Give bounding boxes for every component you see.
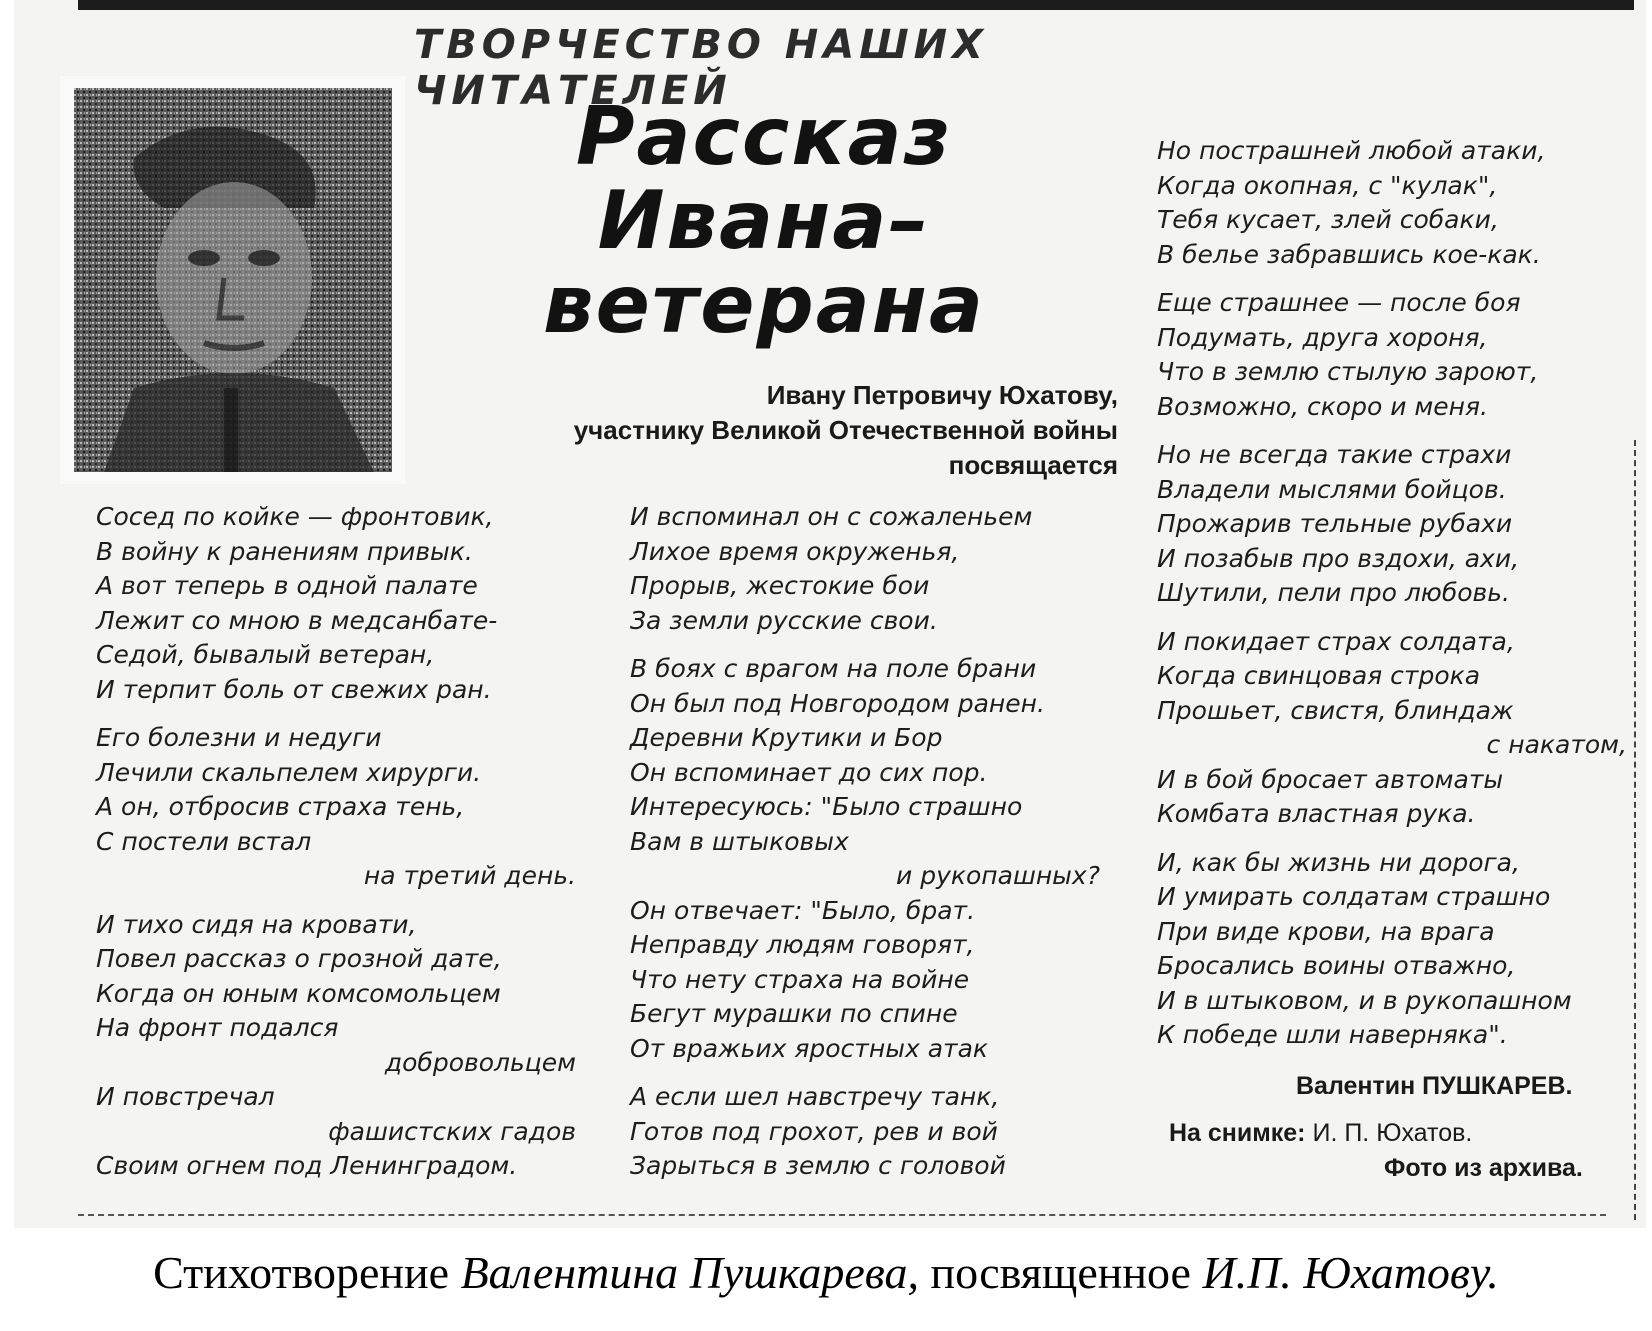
poem-line: Шутили, пели про любовь. — [1157, 578, 1510, 607]
stanza — [96, 721, 576, 894]
dedication-line: посвящается — [948, 450, 1118, 480]
stanza — [1157, 846, 1627, 1053]
poem-line: Бросались воины отважно, — [1157, 951, 1516, 980]
poem-line: В белье забравшись кое-как. — [1157, 239, 1541, 269]
poem-line: При виде крови, на врага — [1157, 916, 1495, 946]
poem-line: Седой, бывалый ветеран, — [96, 640, 435, 669]
poem-column-3 — [1157, 134, 1627, 1067]
author-signature: Валентин ПУШКАРЕВ. — [1296, 1072, 1573, 1100]
stanza — [96, 908, 576, 1184]
poem-line: Но не всегда такие страхи — [1157, 440, 1512, 469]
stanza — [1157, 438, 1627, 611]
poem-line: Лечили скальпелем хирурги. — [96, 757, 482, 787]
poem-line: А он, отбросив страха тень, — [96, 792, 465, 821]
poem-line: Тебя кусает, злей собаки, — [1157, 205, 1499, 234]
poem-line: На фронт подался — [96, 1013, 339, 1042]
photo-caption — [1169, 1119, 1472, 1148]
poem-line: Бегут мурашки по спине — [630, 999, 958, 1028]
stanza — [630, 652, 1100, 1066]
poem-line: Владели мыслями бойцов. — [1157, 474, 1507, 504]
portrait-image — [74, 88, 392, 472]
poem-line: Готов под грохот, рев и вой — [630, 1116, 998, 1146]
stanza — [1157, 286, 1627, 424]
poem-line: Он отвечает: "Было, брат. — [630, 895, 976, 925]
poem-line: И, как бы жизнь ни дорога, — [1157, 847, 1520, 877]
poem-line: Когда он юным комсомольцем — [96, 978, 501, 1008]
caption-author: Валентина Пушкарева, — [460, 1247, 919, 1298]
rubric-heading: ТВОРЧЕСТВО НАШИХ ЧИТАТЕЛЕЙ — [414, 22, 988, 114]
poem-line: Деревни Крутики и Бор — [630, 723, 943, 752]
veteran-photo — [60, 76, 405, 484]
poem-line: И вспоминал он с сожаленьем — [630, 502, 1033, 531]
photo-caption-value: И. П. Юхатов. — [1312, 1119, 1473, 1147]
poem-line: Он вспоминает до сих пор. — [630, 757, 988, 787]
poem-line: Вам в штыковых — [630, 826, 849, 856]
caption-part2: посвященное — [918, 1247, 1203, 1298]
poem-line: В войну к ранениям привык. — [96, 536, 473, 566]
poem-line: А если шел навстречу танк, — [630, 1082, 1000, 1111]
poem-line: Прожарив тельные рубахи — [1157, 509, 1513, 538]
poem-line: Еще страшнее — после боя — [1157, 288, 1521, 317]
poem-line: Зарыться в землю с головой — [630, 1151, 1006, 1180]
stanza — [96, 500, 576, 707]
poem-title — [484, 90, 1044, 351]
poem-line: Своим огнем под Ленинградом. — [96, 1151, 518, 1180]
image-caption — [0, 1246, 1652, 1299]
poem-line: И позабыв про вздохи, ахи, — [1157, 543, 1520, 573]
poem-line: За земли русские свои. — [630, 605, 938, 635]
poem-line: Лежит со мною в медсанбате- — [96, 605, 498, 635]
poem-line: и рукопашных? — [896, 861, 1100, 890]
poem-line: И умирать солдатам страшно — [1157, 882, 1551, 911]
poem-line: Комбата властная рука. — [1157, 799, 1476, 828]
poem-line: Неправду людям говорят, — [630, 930, 975, 959]
photo-caption-label: На снимке: — [1169, 1119, 1306, 1147]
poem-line: Возможно, скоро и меня. — [1157, 391, 1488, 421]
poem-line: Повел рассказ о грозной дате, — [96, 944, 502, 973]
poem-line: Что нету страха на войне — [630, 964, 970, 994]
dedication-line: Ивану Петровичу Юхатову, — [766, 380, 1118, 410]
poem-line: В боях с врагом на поле брани — [630, 654, 1037, 683]
poem-line: добровольцем — [384, 1047, 576, 1077]
poem-column-2 — [630, 500, 1100, 1198]
poem-line: От вражьих яростных атак — [630, 1033, 988, 1063]
poem-line: Что в землю стылую зароют, — [1157, 357, 1539, 386]
stanza — [630, 500, 1100, 638]
stanza — [630, 1080, 1100, 1184]
poem-line: С постели встал — [96, 826, 312, 856]
poem-line: И тихо сидя на кровати, — [96, 909, 417, 939]
bottom-rule — [78, 1214, 1606, 1216]
poem-line: Когда окопная, с "кулак", — [1157, 170, 1498, 200]
dedication — [394, 378, 1118, 483]
dedication-line: участнику Великой Отечественной войны — [573, 415, 1118, 445]
title-line: Ивана– — [597, 174, 931, 267]
poem-line: И терпит боль от свежих ран. — [96, 674, 492, 704]
poem-line: И покидает страх солдата, — [1157, 626, 1515, 656]
caption-part1: Стихотворение — [153, 1247, 461, 1298]
poem-column-1 — [96, 500, 576, 1198]
poem-line: Лихое время окруженья, — [630, 536, 960, 566]
poem-line: Интересуюсь: "Было страшно — [630, 792, 1023, 821]
poem-line: К победе шли наверняка". — [1157, 1020, 1508, 1049]
caption-subject: И.П. Юхатову. — [1202, 1247, 1499, 1298]
poem-line: на третий день. — [363, 861, 576, 890]
poem-line: Но пострашней любой атаки, — [1157, 136, 1546, 165]
photo-source: Фото из архива. — [1384, 1154, 1583, 1182]
title-line: Рассказ — [575, 90, 953, 183]
stanza — [1157, 625, 1627, 832]
poem-line: Когда свинцовая строка — [1157, 661, 1481, 690]
newspaper-clipping — [14, 0, 1646, 1228]
poem-line: с накатом, — [1486, 730, 1627, 759]
title-line: ветерана — [542, 258, 985, 351]
stanza — [1157, 134, 1627, 272]
top-rule — [78, 0, 1634, 10]
poem-line: фашистских гадов — [328, 1116, 576, 1146]
poem-line: Прорыв, жестокие бои — [630, 571, 930, 600]
right-edge-rule — [1634, 440, 1636, 1220]
poem-line: Его болезни и недуги — [96, 723, 382, 752]
poem-line: И повстречал — [96, 1082, 275, 1111]
poem-line: Подумать, друга хороня, — [1157, 322, 1488, 352]
poem-line: И в штыковом, и в рукопашном — [1157, 985, 1572, 1015]
poem-line: А вот теперь в одной палате — [96, 571, 478, 600]
poem-line: Прошьет, свистя, блиндаж — [1157, 695, 1514, 725]
poem-line: Сосед по койке — фронтовик, — [96, 502, 494, 531]
poem-line: И в бой бросает автоматы — [1157, 764, 1504, 794]
poem-line: Он был под Новгородом ранен. — [630, 688, 1045, 718]
